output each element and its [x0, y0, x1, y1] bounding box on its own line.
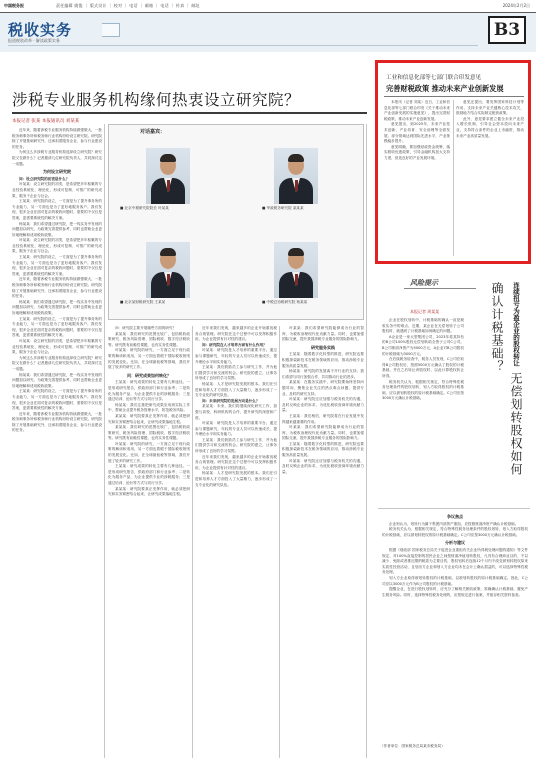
paragraph: 王某某：研究院的设立，一方面是为了提升事务所的专业能力，另一方面也是为了更好地服务客户。我们发现，很多企业在面对复杂的税收问题时，需要的不仅仅是答案，更需要系统性的解决方案。: [12, 255, 102, 276]
paragraph: 某某某：未来，我们将继续深化研究工作，加强与高校、科研机构的合作，提升研究的深度和广度。: [195, 404, 277, 420]
issue-date: 2024年2月2日: [502, 3, 530, 8]
paper-name: 中国税务报: [4, 3, 24, 8]
paragraph: 王某某：研究成果的转化主要有几种途径。一是形成研究报告，供政府部门和行业参考；二是转化为服务产品，为企业提供专业的涉税服务；三是通过培训、论坛等方式与同行分享。: [108, 380, 190, 402]
article-column-1: [12, 128, 102, 758]
paragraph: 意见还提出，要发挥国家科技计划等作用，支持未来产业关键核心技术攻关，鼓励地方结合实际制定配套政策。: [456, 100, 524, 116]
article-subhead: 研究服务实践: [311, 344, 335, 350]
paragraph: 本报讯（记者 刘某）近日，工业和信息化部等七部门联合印发《关于推动未来产业创新发展的实施意见》，提出完善财税政策，推动未来产业创新发展。: [384, 100, 450, 121]
guest-portrait: [146, 148, 190, 204]
paragraph: 叶某某：研究院是人才培养的重要平台。通过参与课题研究，年轻的专业人员可以快速成长，提升理论水平和实务能力。: [195, 348, 277, 364]
paragraph: 王某某：随着数字化转型的推进，研究院也要积极探索新技术在税务领域的应用，推动涉税专业服务高质量发展。: [282, 352, 364, 368]
paragraph: 王某某：我们相信，研究院将在行业发展中发挥越来越重要的作用。: [282, 413, 364, 424]
headline-rule: [12, 112, 367, 114]
main-headline: 涉税专业服务机构缘何热衷设立研究院？: [12, 91, 301, 109]
guest-portrait: [146, 242, 190, 298]
article-column-4: [282, 326, 364, 758]
main-byline: 本报记者 张某 本报通讯员 刘某某: [12, 119, 80, 124]
paragraph: 叶某某：研究院还应加强与税务机关的沟通，及时反映企业的诉求，为优化税收营商环境贡献力量。: [282, 458, 364, 474]
column-divider: [192, 326, 193, 758]
editor-credits: 责任编辑 姚俊 ｜ 版式设计 ｜ 校对 ｜ 电话 ｜ 邮箱 ｜ 电话 ｜ 传真 ｜ 邮址: [56, 3, 200, 8]
feature-byline: 本报记者 周某某: [410, 309, 440, 314]
paragraph: 某某某：研究院要真正发挥作用，就必须把研究和实务紧密结合起来，让研究成果落地生根。: [108, 486, 190, 497]
feature-kicker: 连续扭亏为盈企业的股权转让: [512, 282, 520, 367]
guest-portrait: [274, 148, 318, 204]
paragraph: 意见明确，要加强财政资金统筹，落实税收优惠政策，引导金融机构加大支持力度，营造良好的产业发展环境。: [384, 144, 450, 160]
article-subhead: 问：研究成果如何转化？: [127, 372, 171, 378]
feature-subhead: 争议焦点: [447, 514, 463, 519]
paragraph: 王某某：我们鼓励员工参与研究工作，并为他们提供学习和交流的机会。研究院的建立，让事务所形成了良好的学习氛围。: [195, 365, 277, 381]
paragraph: 税务机关认为，根据相关规定，符合特殊性税务处理条件的股权划转，划入方取得股权的计税基础，应以被划转股权的原计税基础确定。C公司应按3000万元确认计税基础。: [382, 527, 528, 537]
paragraph: 杨某某：我们希望通过研究院，把一线实务中发现的问题加以研究，为政策完善提供参考，同时也帮助企业更好地理解和适用税收政策。: [12, 299, 102, 315]
paragraph: 为何这么多涉税专业服务机构选择设立研究院？研究院又在做什么？记者邀请几位研究院负责人，共同探讨这一话题。: [12, 355, 102, 371]
guest-portrait: [274, 242, 318, 298]
paragraph: 某某某：研究院要真正发挥作用，就必须把研究和实务紧密结合起来，让研究成果落地生根。: [108, 413, 190, 424]
paragraph: 为何这么多涉税专业服务机构选择设立研究院？研究院又在做什么？记者邀请几位研究院负责人，共同探讨这一话题。: [12, 150, 102, 166]
paragraph: 在后续税务检查中，税务人员发现，C公司在取得B公司股权后，按照5000万元确认了股权的计税基础，并在之后转让该股权时，以此计算股权转让所得。: [382, 357, 464, 378]
highlight-rule: [384, 96, 524, 97]
paragraph: 近年来，随着涉税专业服务机构持续做强做大，一批税务师事务所和税务师行业机构纷纷设立研究院。研究院除了开展基础研究外，还承担着服务企业、参与行业建设的任务。: [12, 411, 102, 433]
paragraph: 近年来，随着涉税专业服务机构持续做强做大，一批税务师事务所和税务师行业机构纷纷设立研究院。研究院除了开展基础研究外，还承担着服务企业、参与行业建设的任务。: [12, 128, 102, 149]
paragraph: 某某某：我们研究的范围比较广，包括税收政策研究、税务风险管理、国际税收、数字经济税收等。研究既有前瞻性课题，也有实务性课题。: [108, 425, 190, 441]
column-divider: [279, 326, 280, 758]
paragraph: 杨某某：我们注重把研究成果应用到实际工作中，帮助企业提升税务管理水平，防范税务风险。: [108, 402, 190, 413]
article-column-3: [195, 326, 277, 758]
masthead-strip: [0, 0, 536, 13]
paragraph: 叶某某：研究院还应加强与税务机关的沟通，及时反映企业的诉求，为优化税收营商环境贡献力量。: [282, 397, 364, 413]
paragraph: 近年来，随着涉税专业服务机构持续做强做大，一批税务师事务所和税务师行业机构纷纷设立研究院。研究院除了开展基础研究外，还承担着服务企业、参与行业建设的任务。: [12, 277, 102, 299]
guest-caption: ■ 北京某财税研究院 王某某: [120, 300, 166, 304]
section-title: 税收实务: [8, 21, 73, 39]
paragraph: 杨某某：我们希望通过研究院，把一线实务中发现的问题加以研究，为政策完善提供参考，同时也帮助企业更好地理解和适用税收政策。: [12, 221, 102, 237]
article-subhead: 为何设立研究院: [43, 169, 71, 175]
paragraph: 王某某：研究院的设立，一方面是为了提升事务所的专业能力，另一方面也是为了更好地服务客户。我们发现，很多企业在面对复杂的税收问题时，需要的不仅仅是答案，更需要系统性的解决方案。: [12, 316, 102, 338]
section-header-band: [0, 13, 536, 52]
paragraph: A企业是一家大型集团公司，2023年将其持有的B公司100%股权无偿划转给全资子公司C公司。B公司账面净资产为5000万元，A企业对B公司股权的计税基础为3000万元。: [382, 334, 464, 356]
feature-headline: 无偿划转股权如何确认计税基础？: [490, 282, 523, 476]
paragraph: 企业则认为，划转行为属于集团内部资产重组，应按照账面净资产确认计税基础。: [389, 521, 519, 526]
paragraph: 王某某：研究成果的转化主要有几种途径。一是形成研究报告，供政府部门和行业参考；二是转化为服务产品，为企业提供专业的涉税服务；三是通过培训、论坛等方式与同行分享。: [108, 464, 190, 486]
paragraph: 意见提出，到2025年，未来产业技术创新、产业培育、安全治理等全面发展，部分领域达到国际先进水平，产业规模稳步提升。: [384, 122, 450, 144]
guest-caption: ■ 北京中税研究院院长 叶某某: [120, 206, 169, 210]
paragraph: 划入方企业取得被划转股权的计税基础，以被划转股权的原计税基础确定。因此，C公司应以3000万元作为B公司股权的计税基础。: [382, 575, 528, 586]
paragraph: 叶某某：我们希望研究院能够成为行业的智库，为税收治理现代化贡献力量。同时，也要加强国际交流，提升我国涉税专业服务的国际影响力。: [282, 425, 364, 441]
feature-column-b: [382, 512, 528, 742]
highlight-headline: 完善财税政策 推动未来产业创新发展: [386, 84, 504, 93]
paragraph: 杨某某：研究院的发展离不开行业的支持。我们希望与同行加强合作，共同推动行业的进步。: [282, 369, 364, 379]
paragraph: 税务机关认为，根据相关规定，符合特殊性税务处理条件的股权划转，划入方取得股权的计税基础，应以被划转股权的原计税基础确定。C公司应按3000万元确认计税基础。: [382, 379, 464, 401]
paragraph: 某某某：我们研究的范围比较广，包括税收政策研究、税务风险管理、国际税收、数字经济税收等。研究既有前瞻性课题，也有实务性课题。: [108, 331, 190, 347]
paragraph: 根据《财政部 国家税务总局关于促进企业重组有关企业所得税处理问题的通知》等文件规定，对100%直接控制的居民企业之间按账面净值划转股权，凡具有合理商业目的、不以减少、免除或者推迟缴纳税款为主要目的，股权划转后连续12个月内不改变被划转股权原来实质性经营活动，且划出方企业和划入方企业均未在会计上确认损益的，可以选择特殊性税务处理。: [382, 547, 528, 575]
highlight-column-1: [384, 100, 450, 258]
section-tab-decoration: [102, 23, 120, 37]
article-column-2: [108, 326, 190, 758]
feature-divider: [378, 508, 530, 509]
highlight-column-2: [456, 100, 524, 258]
column-divider: [453, 100, 454, 256]
paragraph: 叶某某：我们希望研究院能够成为行业的智库，为税收治理现代化贡献力量。同时，也要加强国际交流，提升我国涉税专业服务的国际影响力。: [282, 326, 364, 342]
paragraph: 杨某某：人才是研究院发展的根本。我们在引进和培养人才方面投入了大量精力，逐步形成了一支专业化的研究队伍。: [195, 471, 277, 487]
paragraph: 王某某：研究院的设立，一方面是为了提升事务所的专业能力，另一方面也是为了更好地服务客户。我们发现，很多企业在面对复杂的税收问题时，需要的不仅仅是答案，更需要系统性的解决方案。: [12, 389, 102, 411]
paragraph: 叶某某：研究院的研究，一方面立足于现行政策的解读和适用，另一方面也着眼于国际税收规则的发展变化。比如，在全球最低税等领域，我们开展了较多的研究工作。: [108, 348, 190, 370]
paragraph: 问：研究院主要开展哪些方面的研究？: [115, 326, 177, 330]
question: 问：未来研究院的发展方向是什么？: [202, 398, 260, 403]
paragraph: 某某某：在服务实践中，研究院要始终坚持问题导向，聚焦企业关注的热点难点问题，提供专业、及时的研究支持。: [282, 380, 364, 396]
header-rule: [8, 45, 478, 46]
page-number: B3: [488, 16, 526, 44]
paragraph: 企业在股权划转中，计税基础的确认一直是税收实务中的难点。近期，某企业在无偿划转子公司股权时，就遇到了计税基础如何确定的问题。: [382, 318, 464, 334]
paragraph: 近年来我们发现，越来越多的企业开始重视税务合规管理。研究院在这个过程中可以发挥积极作用，为企业提供有针对性的建议。: [195, 454, 277, 470]
feature-column-a: [382, 318, 464, 504]
question: 问：设立研究院的初衷是什么？: [19, 176, 70, 181]
paragraph: 王某某：随着数字化转型的推进，研究院也要积极探索新技术在税务领域的应用，推动涉税专业服务高质量发展。: [282, 441, 364, 458]
column-divider: [104, 124, 105, 758]
paragraph: 叶某某：设立研究院的初衷，是希望把多年积累的专业经验系统化、理论化，形成可复制、可推广的研究成果，服务于企业与社会。: [12, 182, 102, 198]
highlight-kicker: 工业和信息化部等七部门联合印发意见: [386, 75, 482, 81]
question: 问：研究院在人才培养方面有什么作用？: [202, 342, 267, 347]
paragraph: 提醒企业，在进行股权划转时，应充分了解相关税收政策，准确确认计税基础，避免产生税务风险。同时，选择特殊性税务处理的，应按规定进行备案，并留存相关资料备查。: [382, 587, 528, 597]
column-divider: [366, 124, 367, 758]
author-note: （作者单位：国家税务总局某市税务局）: [380, 744, 445, 748]
feature-subhead: 分析与建议: [445, 540, 465, 546]
paragraph: 此外，意见要求建立健全未来产业投入增长机制，引导社会资本投向未来产业，支持符合条件的企业上市融资，推动未来产业高质量发展。: [456, 116, 524, 138]
paragraph: 近年来我们发现，越来越多的企业开始重视税务合规管理。研究院在这个过程中可以发挥积极作用，为企业提供有针对性的建议。: [195, 326, 277, 342]
paragraph: 杨某某：人才是研究院发展的根本。我们在引进和培养人才方面投入了大量精力，逐步形成了一支专业化的研究队伍。: [195, 381, 277, 398]
photo-panel-title: 对话嘉宾：: [140, 129, 166, 135]
paragraph: 叶某某：设立研究院的初衷，是希望把多年积累的专业经验系统化、理论化，形成可复制、可推广的研究成果，服务于企业与社会。: [12, 338, 102, 355]
guest-caption: ■ 华政税务研究院 某某某: [262, 206, 304, 210]
paragraph: 王某某：我们鼓励员工参与研究工作，并为他们提供学习和交流的机会。研究院的建立，让事务所形成了良好的学习氛围。: [195, 437, 277, 454]
section-subline: 报道税收改革 · 解读政策实务: [8, 38, 60, 43]
feature-vertical-title: [466, 282, 526, 482]
paragraph: 叶某某：研究院的研究，一方面立足于现行政策的解读和适用，另一方面也着眼于国际税收规则的发展变化。比如，在全球最低税等领域，我们开展了较多的研究工作。: [108, 441, 190, 463]
paragraph: 叶某某：设立研究院的初衷，是希望把多年积累的专业经验系统化、理论化，形成可复制、可推广的研究成果，服务于企业与社会。: [12, 238, 102, 254]
feature-column-label: 风险提示: [410, 278, 438, 287]
paragraph: 王某某：研究院的设立，一方面是为了提升事务所的专业能力，另一方面也是为了更好地服务客户。我们发现，很多企业在面对复杂的税收问题时，需要的不仅仅是答案，更需要系统性的解决方案。: [12, 199, 102, 220]
guest-caption: ■ 中税总协税研究院 杨某某: [262, 300, 308, 304]
paragraph: 叶某某：研究院是人才培养的重要平台。通过参与课题研究，年轻的专业人员可以快速成长，提升理论水平和实务能力。: [195, 421, 277, 437]
paragraph: 杨某某：我们希望通过研究院，把一线实务中发现的问题加以研究，为政策完善提供参考，同时也帮助企业更好地理解和适用税收政策。: [12, 372, 102, 388]
